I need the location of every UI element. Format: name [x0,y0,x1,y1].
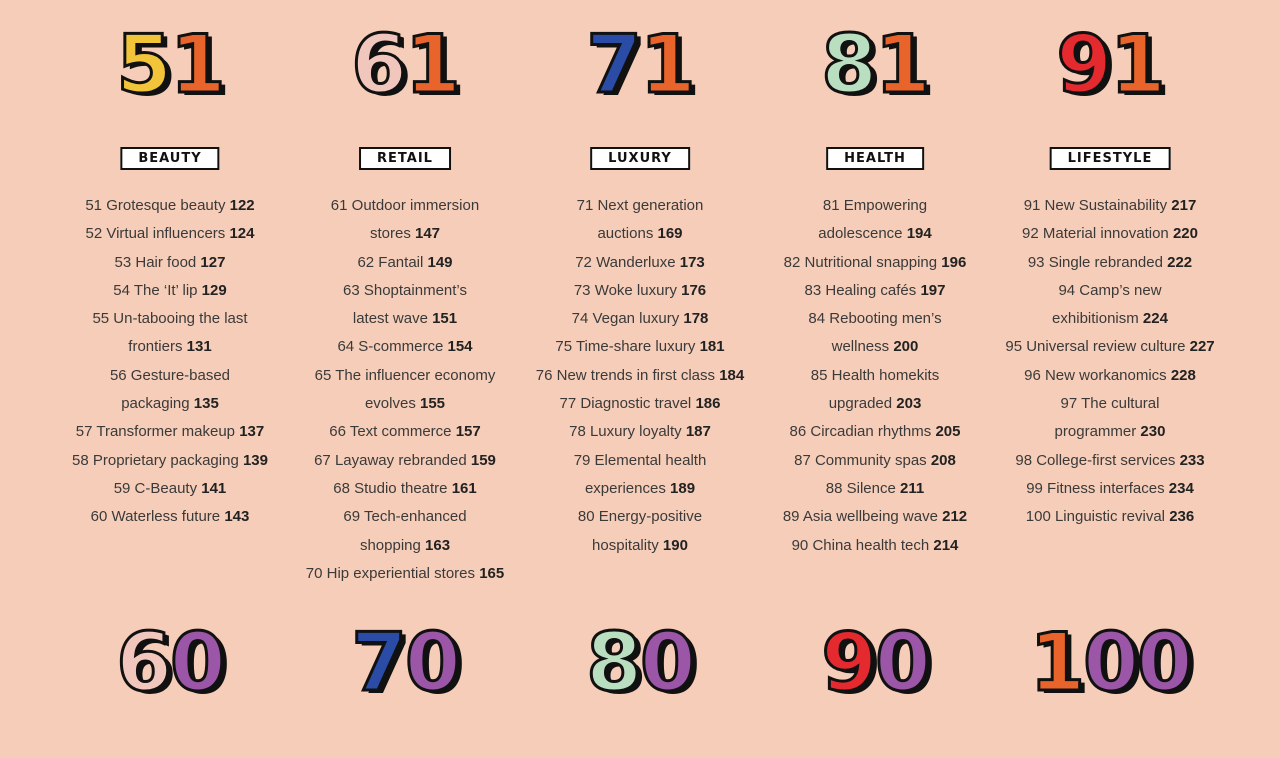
trend-title: 75 Time-share luxury [555,338,700,356]
trend-title: latest wave [352,310,433,328]
trend-page-number: 186 [695,395,721,413]
top-number-right-digit: 1 [170,18,224,111]
bottom-number-left-digit: 6 [116,616,170,709]
trend-title: experiences [584,479,671,497]
trend-list-item [520,333,760,361]
section-label-retail: RETAIL [359,147,451,170]
trend-page-number: 139 [242,451,268,469]
top-number-91 [990,20,1230,110]
section-label-beauty: BEAUTY [120,147,219,170]
trend-page-number: 205 [935,423,961,441]
bottom-number-right-digit: 0 [405,616,459,709]
trend-title: 82 Nutritional snapping [783,253,942,271]
trend-title: packaging [121,395,194,413]
column-lifestyle [990,0,1230,758]
trend-title: 99 Fitness interfaces [1026,479,1169,497]
trend-page-number: 181 [699,338,725,356]
trend-list-item [520,277,760,305]
trend-title: shopping [359,536,426,554]
trend-page-number: 124 [229,225,255,243]
bottom-number-left-digit: 9 [821,616,875,709]
trend-title: 98 College-first services [1015,451,1180,469]
trend-title: 87 Community spas [794,451,931,469]
bottom-number-right-digit: 0 [170,616,224,709]
trend-title: 61 Outdoor immersion [330,197,480,214]
trend-page-number: 149 [427,253,453,271]
trend-list-item [285,220,525,248]
trend-title: 97 The cultural [1060,395,1160,413]
trend-title: 100 Linguistic revival [1025,508,1170,526]
trend-list-luxury [520,192,760,560]
trend-list-item [520,192,760,220]
trend-page-number: 137 [239,423,265,441]
trend-page-number: 169 [657,225,683,243]
trend-page-number: 203 [896,395,922,413]
trend-list-item [755,333,995,361]
trend-list-item [520,447,760,475]
trend-page-number: 228 [1170,366,1196,384]
column-retail [285,0,525,758]
trend-page-number: 176 [681,281,707,299]
trend-page-number: 196 [941,253,967,271]
bottom-number-80 [520,618,760,708]
trend-title: 73 Woke luxury [573,281,682,299]
trend-list-item [285,333,525,361]
section-label-luxury: LUXURY [590,147,690,170]
trend-list-lifestyle [990,192,1230,532]
trend-list-item [50,277,290,305]
trend-title: 84 Rebooting men’s [808,310,942,328]
trend-page-number: 173 [679,253,705,271]
top-number-right-digit: 1 [1110,18,1164,111]
column-beauty [50,0,290,758]
trend-list-item [520,305,760,333]
trend-title: 55 Un-tabooing the last [92,310,248,328]
trend-title: 58 Proprietary packaging [72,451,243,469]
trend-title: 91 New Sustainability [1023,197,1172,214]
trend-list-item [990,390,1230,418]
trend-title: 59 C-Beauty [113,479,202,497]
trend-title: auctions [597,225,658,243]
trend-page-number: 155 [420,395,446,413]
trend-list-item [990,475,1230,503]
trend-list-item [50,418,290,446]
trend-list-item [755,503,995,531]
trend-list-item [285,560,525,588]
top-number-right-digit: 1 [640,18,694,111]
trend-title: 64 S-commerce [337,338,448,356]
trend-title: evolves [364,395,420,413]
trend-page-number: 127 [200,253,226,271]
trend-title: upgraded [828,395,897,413]
trend-title: stores [369,225,415,243]
trend-list-item [50,390,290,418]
trend-page-number: 129 [201,281,227,299]
trend-page-number: 224 [1142,310,1168,328]
trend-page-number: 220 [1172,225,1198,243]
trend-list-health [755,192,995,560]
top-number-left-digit: 9 [1056,18,1110,111]
trend-page-number: 190 [662,536,688,554]
trend-list-item [990,362,1230,390]
trend-list-item [990,503,1230,531]
trend-title: 89 Asia wellbeing wave [782,508,943,526]
top-number-left-digit: 6 [351,18,405,111]
trend-title: programmer [1054,423,1141,441]
trend-list-retail [285,192,525,588]
trend-title: 96 New workanomics [1024,366,1171,384]
trend-title: 54 The ‘It’ lip [113,281,202,299]
trend-title: 83 Healing cafés [804,281,921,299]
trend-page-number: 163 [425,536,451,554]
trend-page-number: 184 [719,366,745,384]
trend-title: 77 Diagnostic travel [559,395,696,413]
trend-title: 70 Hip experiential stores [305,564,480,582]
bottom-number-100 [990,618,1230,708]
trend-page-number: 197 [920,281,946,299]
trend-title: 71 Next generation [576,197,704,214]
bottom-number-60 [50,618,290,708]
trend-page-number: 147 [414,225,441,243]
trend-title: 93 Single rebranded [1027,253,1168,271]
trend-title: 94 Camp’s new [1058,281,1162,299]
top-number-left-digit: 5 [116,18,170,111]
trend-list-item [50,475,290,503]
trend-list-item [50,333,290,361]
trend-title: 86 Circadian rhythms [789,423,936,441]
bottom-number-right-digit: 0 [875,616,929,709]
trend-page-number: 212 [942,508,968,526]
trend-list-item [755,305,995,333]
trend-list-item [520,362,760,390]
trend-list-item [285,390,525,418]
trend-page-number: 200 [893,338,919,356]
trend-page-number: 131 [186,338,212,356]
trend-list-item [285,475,525,503]
trend-list-item [990,192,1230,220]
trend-page-number: 194 [906,225,932,243]
trend-title: 68 Studio theatre [333,479,452,497]
trend-page-number: 161 [451,479,477,497]
trend-page-number: 165 [479,564,505,582]
top-number-51 [50,20,290,110]
trend-page-number: 178 [683,310,709,328]
trend-page-number: 217 [1171,197,1197,214]
trend-page-number: 214 [933,536,959,554]
trend-page-number: 143 [224,508,250,526]
column-luxury [520,0,760,758]
trend-list-beauty [50,192,290,532]
trend-list-item [755,532,995,560]
trend-page-number: 233 [1179,451,1205,469]
trend-title: 65 The influencer economy [314,366,496,384]
trend-list-item [755,192,995,220]
trend-page-number: 141 [201,479,227,497]
section-label-health: HEALTH [826,147,924,170]
trend-title: 62 Fantail [357,253,428,271]
trend-page-number: 187 [685,423,711,441]
top-number-left-digit: 8 [821,18,875,111]
trend-list-item [520,220,760,248]
trend-title: 79 Elemental health [573,451,707,469]
trend-list-item [990,277,1230,305]
trend-page-number: 189 [670,479,696,497]
trend-page-number: 230 [1140,423,1166,441]
trend-title: 74 Vegan luxury [571,310,684,328]
top-number-71 [520,20,760,110]
trend-list-item [50,362,290,390]
trend-page-number: 135 [193,395,219,413]
trend-list-item [285,249,525,277]
trend-list-item [285,503,525,531]
trend-list-item [285,532,525,560]
trend-list-item [285,305,525,333]
trend-list-item [520,249,760,277]
trend-list-item [520,475,760,503]
trend-title: 85 Health homekits [810,366,940,384]
section-label-lifestyle: LIFESTYLE [1050,147,1171,170]
bottom-number-right-digit: 0 [640,616,694,709]
trend-title: 78 Luxury loyalty [569,423,686,441]
top-number-left-digit: 7 [586,18,640,111]
trend-list-item [520,418,760,446]
trend-page-number: 211 [900,479,925,497]
trend-list-item [520,390,760,418]
trend-list-item [520,532,760,560]
trend-title: 95 Universal review culture [1005,338,1190,356]
bottom-number-left-digit: 1 [1029,616,1084,709]
trend-title: wellness [831,338,894,356]
bottom-number-90 [755,618,995,708]
trend-list-item [285,277,525,305]
trend-list-item [285,362,525,390]
trend-list-item [755,249,995,277]
trend-page-number: 222 [1167,253,1193,271]
trend-title: adolescence [818,225,907,243]
trend-list-item [755,390,995,418]
trend-list-item [285,447,525,475]
trend-title: hospitality [592,536,663,554]
bottom-number-left-digit: 8 [586,616,640,709]
trend-list-item [50,305,290,333]
trend-list-item [285,418,525,446]
trend-list-item [50,192,290,220]
trend-title: 69 Tech-enhanced [343,508,467,526]
trend-page-number: 159 [470,451,496,469]
trend-list-item [990,305,1230,333]
trend-title: 63 Shoptainment’s [343,281,467,299]
top-number-61 [285,20,525,110]
trend-page-number: 157 [455,423,481,441]
bottom-number-left-digit: 7 [351,616,405,709]
trend-list-item [520,503,760,531]
trend-list-item [755,418,995,446]
trend-title: 90 China health tech [791,536,934,554]
trend-list-item [755,475,995,503]
trend-page-number: 208 [930,451,956,469]
column-health [755,0,995,758]
trend-title: 76 New trends in first class [535,366,720,384]
trend-title: 53 Hair food [114,253,201,271]
trend-list-item [50,220,290,248]
trend-list-item [285,192,525,220]
trend-list-item [990,249,1230,277]
bottom-number-70 [285,618,525,708]
trend-title: 81 Empowering [822,197,928,214]
trend-title: 67 Layaway rebranded [314,451,471,469]
trend-list-item [990,418,1230,446]
trend-list-item [990,220,1230,248]
trend-page-number: 234 [1168,479,1194,497]
trend-title: 57 Transformer makeup [75,423,240,441]
trend-title: 88 Silence [825,479,900,497]
trend-title: frontiers [128,338,187,356]
trend-page-number: 227 [1189,338,1215,356]
trend-list-item [755,220,995,248]
top-number-81 [755,20,995,110]
trend-title: 66 Text commerce [329,423,456,441]
trend-page-number: 151 [432,310,458,328]
trend-list-item [755,277,995,305]
top-number-right-digit: 1 [875,18,929,111]
trend-title: exhibitionism [1052,310,1143,328]
trend-title: 60 Waterless future [90,508,225,526]
trend-title: 80 Energy-positive [577,508,703,526]
trend-page-number: 236 [1169,508,1195,526]
trend-list-item [990,333,1230,361]
trend-list-item [50,447,290,475]
trend-title: 72 Wanderluxe [575,253,680,271]
trend-title: 52 Virtual influencers [85,225,230,243]
trend-page-number: 122 [229,197,255,214]
trend-title: 92 Material innovation [1022,225,1173,243]
trend-title: 56 Gesture-based [109,366,231,384]
top-number-right-digit: 1 [405,18,459,111]
trend-title: 51 Grotesque beauty [85,197,230,214]
trend-page-number: 154 [447,338,473,356]
trend-list-item [50,249,290,277]
trend-list-item [990,447,1230,475]
bottom-number-right-digit: 00 [1083,616,1191,709]
trend-list-item [755,447,995,475]
trend-list-item [755,362,995,390]
trend-list-item [50,503,290,531]
